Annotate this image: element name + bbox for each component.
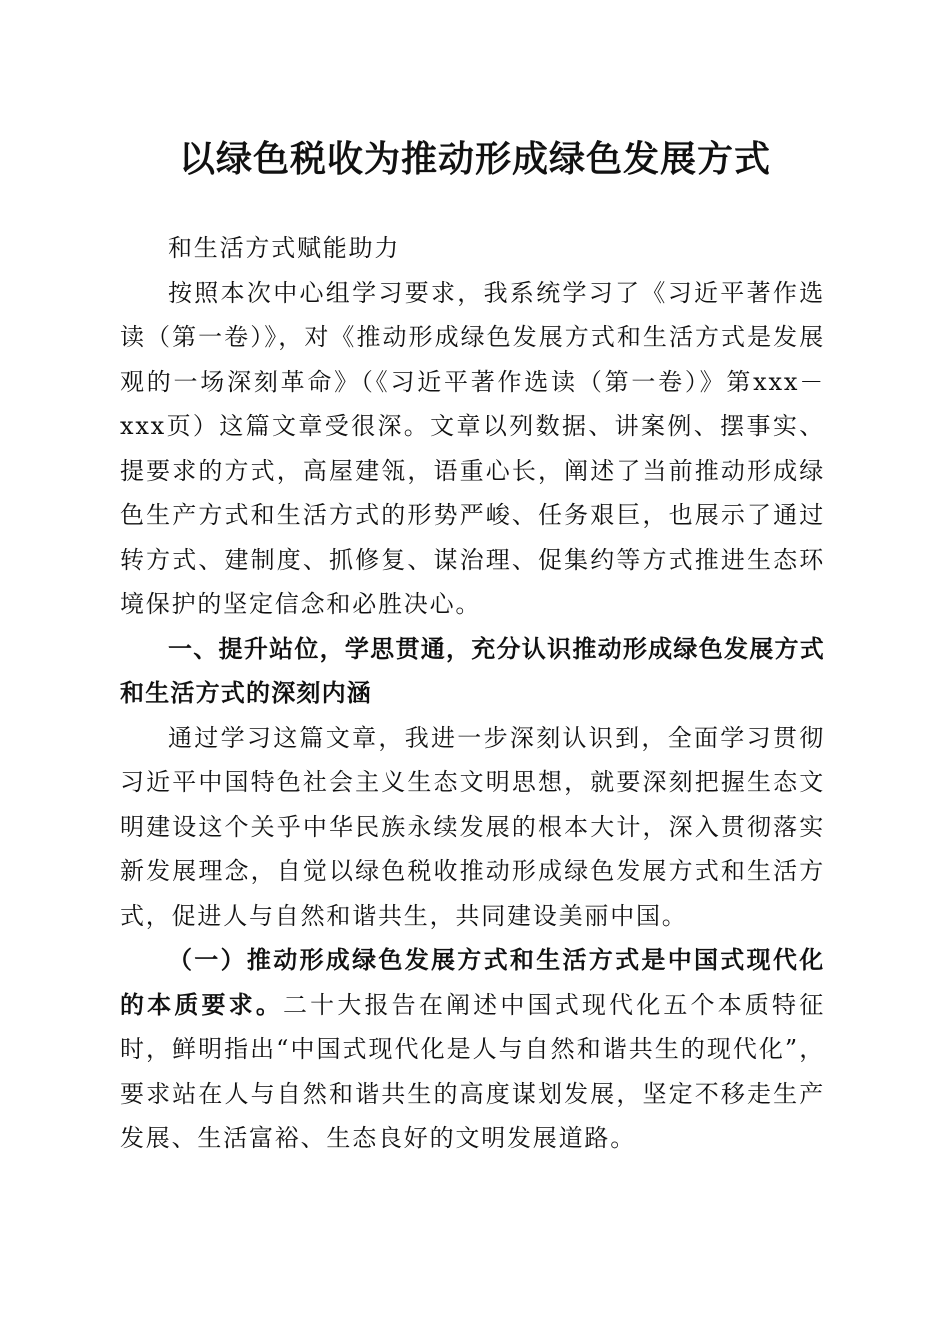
subsection-1-paragraph [120, 938, 825, 1161]
subsection-1-text: 二十大报告在阐述中国式现代化五个本质特征时，鲜明指出“中国式现代化是人与自然和谐共生的现代化”，要求站在人与自然和谐共生的高度谋划发展，坚定不移走生产发展、生活富裕、生态良好的文明发展道路。 [120, 990, 825, 1152]
intro-paragraph: 按照本次中心组学习要求，我系统学习了《习近平著作选读（第一卷）》，对《推动形成绿色发展方式和生活方式是发展观的一场深刻革命》（《习近平著作选读（第一卷）》第xxx－xxx页）这篇文章受很深。文章以列数据、讲案例、摆事实、提要求的方式，高屋建瓴，语重心长，阐述了当前推动形成绿色生产方式和生活方式的形势严峻、任务艰巨，也展示了通过转方式、建制度、抓修复、谋治理、促集约等方式推进生态环境保护的坚定信念和必胜决心。 [120, 278, 825, 618]
document-title: 以绿色税收为推动形成绿色发展方式 [178, 139, 771, 180]
section-heading-1: 一、提升站位，学思贯通，充分认识推动形成绿色发展方式和生活方式的深刻内涵 [120, 634, 825, 707]
subsection-1-lead: （一）推动形成绿色发展方式和生活方式是中国式现代化的本质要求。 [120, 945, 825, 1019]
document-body [120, 226, 825, 1161]
section-1-paragraph: 通过学习这篇文章，我进一步深刻认识到，全面学习贯彻习近平中国特色社会主义生态文明思想，就要深刻把握生态文明建设这个关乎中华民族永续发展的根本大计，深入贯彻落实新发展理念，自觉以绿色税收推动形成绿色发展方式和生活方式，促进人与自然和谐共生，共同建设美丽中国。 [120, 723, 825, 930]
subtitle-continuation: 和生活方式赋能助力 [168, 234, 401, 262]
